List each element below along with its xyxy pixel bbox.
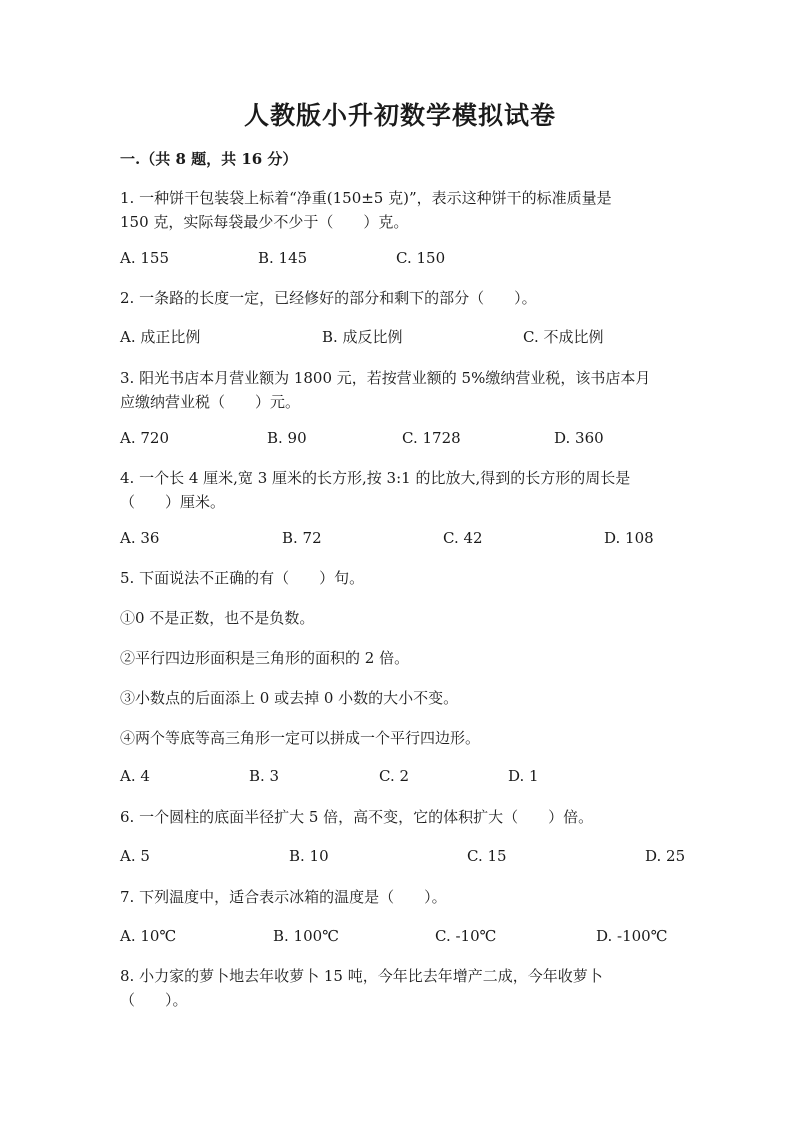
- question-2-option-b: B. 成反比例: [322, 328, 403, 346]
- question-7-option-d: D. -100℃: [596, 927, 668, 945]
- question-1-line-2: 150 克，实际每袋最少不少于（ ）克。: [120, 213, 409, 231]
- question-5-line-1: 5. 下面说法不正确的有（ ）句。: [120, 569, 365, 587]
- question-5: [120, 566, 680, 590]
- question-4: [120, 466, 680, 514]
- question-7-line-1: 7. 下列温度中，适合表示冰箱的温度是（ ）。: [120, 888, 447, 906]
- question-2: [120, 286, 680, 310]
- question-8: [120, 964, 680, 1012]
- question-2-option-a: A. 成正比例: [120, 328, 201, 346]
- question-4-line-1: 4. 一个长 4 厘米,宽 3 厘米的长方形,按 3:1 的比放大,得到的长方形的周长是: [120, 469, 631, 487]
- question-5-statement-4: ④两个等底等高三角形一定可以拼成一个平行四边形。: [120, 729, 481, 747]
- question-7-option-c: C. -10℃: [435, 927, 497, 945]
- question-6-option-d: D. 25: [645, 847, 686, 865]
- question-4-option-c: C. 42: [443, 529, 483, 547]
- question-1-option-a: A. 155: [120, 249, 169, 267]
- question-1-line-1: 1. 一种饼干包装袋上标着“净重(150±5 克)”，表示这种饼干的标准质量是: [120, 189, 612, 207]
- question-5-option-c: C. 2: [379, 767, 410, 785]
- question-5-option-d: D. 1: [508, 767, 539, 785]
- question-8-line-1: 8. 小力家的萝卜地去年收萝卜 15 吨，今年比去年增产二成，今年收萝卜: [120, 967, 603, 985]
- question-6-line-1: 6. 一个圆柱的底面半径扩大 5 倍，高不变，它的体积扩大（ ）倍。: [120, 808, 594, 826]
- question-4-line-2: （ ）厘米。: [120, 493, 226, 511]
- question-3: [120, 366, 680, 414]
- question-6-option-a: A. 5: [120, 847, 150, 865]
- question-5-option-a: A. 4: [120, 767, 150, 785]
- question-4-option-b: B. 72: [282, 529, 322, 547]
- question-2-line-1: 2. 一条路的长度一定，已经修好的部分和剩下的部分（ ）。: [120, 289, 537, 307]
- question-3-option-d: D. 360: [554, 429, 604, 447]
- section-heading: 一.（共 8 题，共 16 分）: [120, 150, 298, 168]
- question-5-statement-1: ①0 不是正数，也不是负数。: [120, 609, 315, 627]
- question-3-option-a: A. 720: [120, 429, 169, 447]
- question-5-statement-3: ③小数点的后面添上 0 或去掉 0 小数的大小不变。: [120, 689, 459, 707]
- question-3-line-2: 应缴纳营业税（ ）元。: [120, 393, 301, 411]
- question-7-option-b: B. 100℃: [273, 927, 339, 945]
- question-8-line-2: （ ）。: [120, 991, 188, 1009]
- question-4-option-a: A. 36: [120, 529, 160, 547]
- question-6: [120, 805, 680, 829]
- question-2-option-c: C. 不成比例: [523, 328, 604, 346]
- question-6-option-c: C. 15: [467, 847, 507, 865]
- exam-title: 人教版小升初数学模拟试卷: [243, 101, 556, 130]
- question-1: [120, 186, 680, 234]
- question-3-option-b: B. 90: [267, 429, 307, 447]
- question-7: [120, 885, 680, 909]
- question-5-statement-2: ②平行四边形面积是三角形的面积的 2 倍。: [120, 649, 410, 667]
- question-1-option-c: C. 150: [396, 249, 446, 267]
- question-1-option-b: B. 145: [258, 249, 308, 267]
- question-3-line-1: 3. 阳光书店本月营业额为 1800 元，若按营业额的 5%缴纳营业税，该书店本月: [120, 369, 651, 387]
- question-4-option-d: D. 108: [604, 529, 654, 547]
- question-6-option-b: B. 10: [289, 847, 329, 865]
- question-7-option-a: A. 10℃: [120, 927, 177, 945]
- question-5-option-b: B. 3: [249, 767, 280, 785]
- question-3-option-c: C. 1728: [402, 429, 461, 447]
